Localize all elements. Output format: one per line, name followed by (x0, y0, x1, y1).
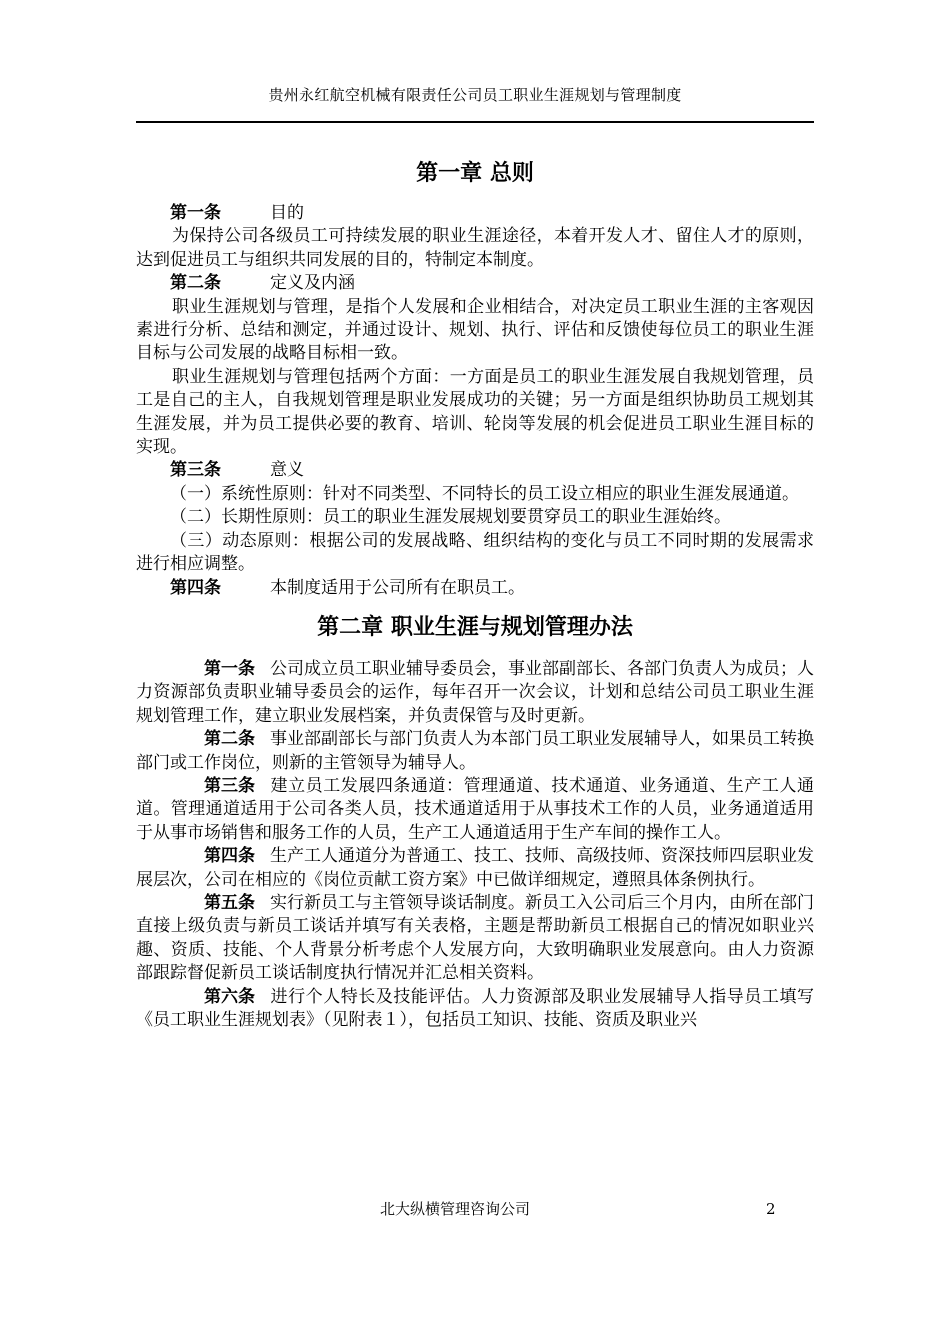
chapter-2-title: 第二章 职业生涯与规划管理办法 (317, 614, 633, 640)
article-label: 第三条 (204, 775, 255, 796)
article-text: 本制度适用于公司所有在职员工。 (270, 577, 525, 598)
article-label: 第五条 (204, 892, 255, 913)
article-text: 事业部副部长与部门负责人为本部门员工职业发展辅导人，如果员工转换部门或工作岗位，则新的主管领导为辅导人。 (136, 729, 814, 773)
article-text: 进行个人特长及技能评估。人力资源部及职业发展辅导人指导员工填写《员工职业生涯规划表》（见附表１），包括员工知识、技能、资质及职业兴 (136, 986, 814, 1030)
article-text: 建立员工发展四条通道：管理通道、技术通道、业务通道、生产工人通道。管理通道适用于公司各类人员，技术通道适用于从事技术工作的人员，业务通道适用于从事市场销售和服务工作的人员，生产工人通道适用于生产车间的操作工人。 (136, 775, 814, 843)
ch1-article-1-paragraph: 为保持公司各级员工可持续发展的职业生涯途径，本着开发人才、留住人才的原则，达到促进员工与组织共同发展的目的，特制定本制度。 (136, 226, 814, 270)
article-label: 第四条 (170, 577, 221, 598)
ch1-article-2-paragraph-2: 职业生涯规划与管理包括两个方面：一方面是员工的职业生涯发展自我规划管理，员工是自己的主人，自我规划管理是职业发展成功的关键；另一方面是组织协助员工规划其生涯发展，并为员工提供必要的教育、培训、轮岗等发展的机会促进员工职业生涯目标的实现。 (136, 366, 814, 458)
article-label: 第一条 (170, 203, 221, 223)
article-heading: 目的 (270, 203, 304, 223)
ch2-article-1 (136, 658, 814, 728)
article-label: 第二条 (204, 729, 255, 750)
footer-company: 北大纵横管理咨询公司 (380, 1200, 531, 1218)
ch1-article-2-heading (136, 272, 814, 295)
article-heading: 意义 (270, 460, 304, 481)
header-divider (136, 121, 814, 123)
article-text: 公司成立员工职业辅导委员会，事业部副部长、各部门负责人为成员；人力资源部负责职业辅导委员会的运作，每年召开一次会议，计划和总结公司员工职业生涯规划管理工作，建立职业发展档案，并负责保管与及时更新。 (136, 658, 814, 726)
document-body (136, 152, 814, 1032)
ch1-article-2-paragraph-1: 职业生涯规划与管理，是指个人发展和企业相结合，对决定员工职业生涯的主客观因素进行分析、总结和测定，并通过设计、规划、执行、评估和反馈使每位员工的职业生涯目标与公司发展的战略目标相一致。 (136, 296, 814, 364)
ch1-article-3-item-3: （三）动态原则：根据公司的发展战略、组织结构的变化与员工不同时期的发展需求进行相应调整。 (136, 530, 814, 575)
article-label: 第一条 (204, 658, 255, 679)
article-label: 第六条 (204, 986, 255, 1007)
chapter-1-title: 第一章 总则 (416, 161, 534, 186)
ch1-article-4 (136, 577, 814, 600)
ch2-article-6 (136, 986, 814, 1033)
ch2-article-5 (136, 892, 814, 986)
ch2-article-4 (136, 845, 814, 892)
article-text: 生产工人通道分为普通工、技工、技师、高级技师、资深技师四层职业发展层次，公司在相应的《岗位贡献工资方案》中已做详细规定，遵照具体条例执行。 (136, 846, 814, 890)
page-header: 贵州永红航空机械有限责任公司员工职业生涯规划与管理制度 (268, 86, 682, 104)
ch2-article-3 (136, 775, 814, 845)
ch1-article-3-heading (136, 459, 814, 482)
ch2-article-2 (136, 728, 814, 775)
article-label: 第二条 (170, 273, 221, 294)
article-label: 第四条 (204, 846, 255, 867)
article-text: 实行新员工与主管领导谈话制度。新员工入公司后三个月内，由所在部门直接上级负责与新员工谈话并填写有关表格，主题是帮助新员工根据自己的情况如职业兴趣、资质、技能、个人背景分析考虑个人发展方向，大致明确职业发展意向。由人力资源部跟踪督促新员工谈话制度执行情况并汇总相关资料。 (136, 892, 814, 984)
page-number: 2 (766, 1200, 776, 1218)
ch1-article-3-item-1: （一）系统性原则：针对不同类型、不同特长的员工设立相应的职业生涯发展通道。 (170, 483, 799, 504)
ch1-article-1-heading (136, 202, 814, 225)
article-label: 第三条 (170, 460, 221, 481)
article-heading: 定义及内涵 (270, 273, 355, 294)
ch1-article-3-item-2: （二）长期性原则：员工的职业生涯发展规划要贯穿员工的职业生涯始终。 (170, 507, 731, 528)
